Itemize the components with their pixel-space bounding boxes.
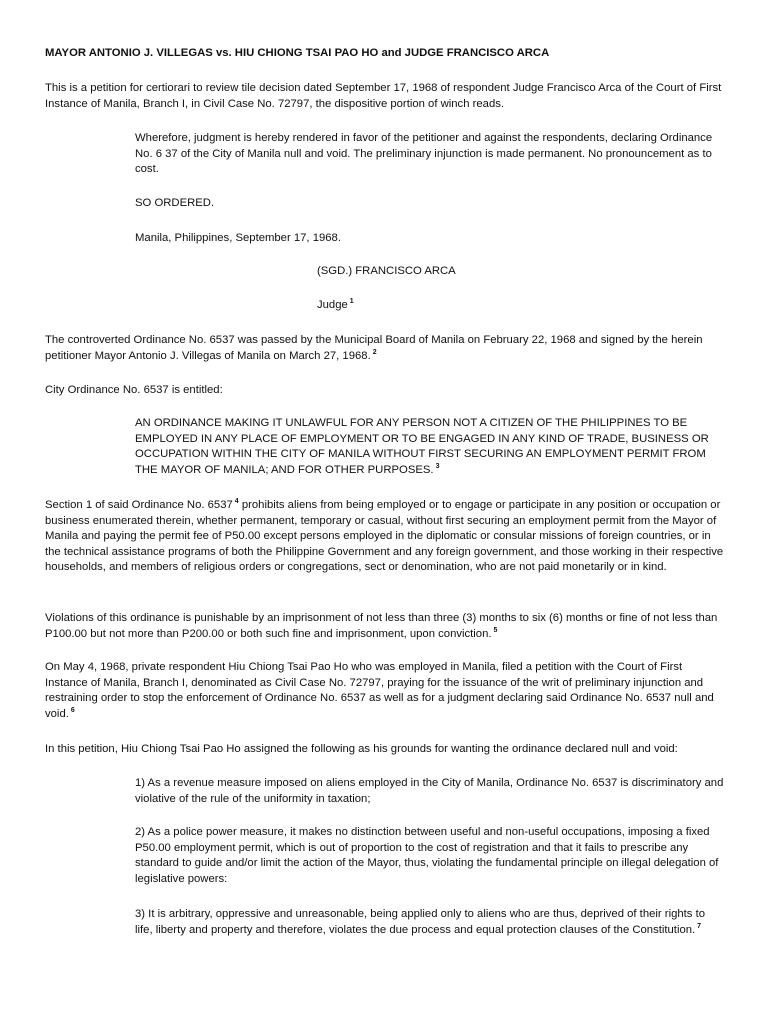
signature-line: (SGD.) FRANCISCO ARCA — [317, 265, 456, 277]
signer-title — [317, 298, 354, 314]
footnote-ref[interactable]: 7 — [697, 922, 702, 930]
paragraph-controverted — [45, 333, 725, 364]
footnote-ref[interactable]: 6 — [70, 707, 75, 715]
paragraph-text: On May 4, 1968, private respondent Hiu Chiong Tsai Pao Ho who was employed in Manila, filed a petition with the Court of First Instance of Manila, Branch I, denominated as Civil Case No. 72797, praying for the issuance of the writ of preliminary injunction and restraining order to stop the enforcement of Ordinance No. 6537 as well as for a judgment declaring said Ordinance No. 6537 null and void. — [45, 661, 714, 720]
paragraph-may4 — [45, 660, 725, 722]
case-title: MAYOR ANTONIO J. VILLEGAS vs. HIU CHIONG TSAI PAO HO and JUDGE FRANCISCO ARCA — [45, 47, 550, 59]
signer-title-text: Judge — [317, 299, 348, 311]
quoted-judgment: Wherefore, judgment is hereby rendered in favor of the petitioner and against the respondents, declaring Ordinance No. 6 37 of the City of Manila null and void. The preliminary injunction is made permanent. No pronouncement as to cost. — [135, 132, 713, 176]
ground-item — [135, 776, 725, 807]
footnote-ref[interactable]: 5 — [493, 626, 498, 634]
footnote-ref[interactable]: 3 — [435, 463, 440, 471]
paragraph-section1 — [45, 498, 725, 576]
ground-text: 2) As a police power measure, it makes no distinction between useful and non-useful occupations, imposing a fixed P50.00 employment permit, which is out of proportion to the cost of registration and that it fails to prescribe any standard to guide and/or limit the action of the Mayor, thus, violating the fundamental principle on illegal delegation of legislative powers: — [135, 826, 719, 885]
paragraph-grounds: In this petition, Hiu Chiong Tsai Pao Ho assigned the following as his grounds for wanting the ordinance declared null and void: — [45, 743, 678, 755]
footnote-ref[interactable]: 4 — [234, 498, 239, 506]
paragraph-text: Section 1 of said Ordinance No. 6537 — [45, 499, 233, 511]
paragraph-text: The controverted Ordinance No. 6537 was passed by the Municipal Board of Manila on February 22, 1968 and signed by the herein petitioner Mayor Antonio J. Villegas of Manila on March 27, 1968. — [45, 334, 703, 362]
ground-text: 3) It is arbitrary, oppressive and unreasonable, being applied only to aliens who are thus, deprived of their rights to life, liberty and property and therefore, violates the due process and equal protection clauses of the Constitution. — [135, 908, 705, 936]
ground-text: 1) As a revenue measure imposed on aliens employed in the City of Manila, Ordinance No. 6537 is discriminatory and violative of the rule of the uniformity in taxation; — [135, 777, 724, 805]
intro-paragraph: This is a petition for certiorari to review tile decision dated September 17, 1968 of respondent Judge Francisco Arca of the Court of First Instance of Manila, Branch I, in Civil Case No. 72797, the dispositive portion of winch reads. — [45, 82, 722, 110]
ordinance-title — [135, 416, 725, 478]
ordinance-title-text: AN ORDINANCE MAKING IT UNLAWFUL FOR ANY PERSON NOT A CITIZEN OF THE PHILIPPINES TO BE EMPLOYED IN ANY PLACE OF EMPLOYMENT OR TO BE ENGAGED IN ANY KIND OF TRADE, BUSINESS OR OCCUPATION WITHIN THE CITY OF MANILA WITHOUT FIRST SECURING AN EMPLOYMENT PERMIT FROM THE MAYOR OF MANILA; AND FOR OTHER PURPOSES. — [135, 417, 709, 476]
paragraph-text-cont: prohibits aliens from being employed or to engage or participate in any position or occupation or business enumerated therein, whether permanent, temporary or casual, without first securing an employment permit from the Mayor of Manila and paying the permit fee of P50.00 except persons employed in the diplomatic or consular missions of foreign countries, or in the technical assistance programs of both the Philippine Government and any foreign government, and those working in their respective households, and members of religious orders or congregations, sect or denomination, who are not paid monetarily or in kind. — [45, 499, 724, 574]
ground-item — [135, 907, 725, 938]
so-ordered: SO ORDERED. — [135, 197, 215, 209]
footnote-ref[interactable]: 1 — [349, 298, 354, 306]
paragraph-violations — [45, 611, 725, 642]
paragraph-text: Violations of this ordinance is punishable by an imprisonment of not less than three (3) months to six (6) months or fine of not less than P100.00 but not more than P200.00 or both such fine and imprisonment, upon conviction. — [45, 612, 718, 640]
ground-item — [135, 825, 725, 887]
footnote-ref[interactable]: 2 — [372, 348, 377, 356]
paragraph-entitled: City Ordinance No. 6537 is entitled: — [45, 384, 223, 396]
place-date: Manila, Philippines, September 17, 1968. — [135, 232, 341, 244]
